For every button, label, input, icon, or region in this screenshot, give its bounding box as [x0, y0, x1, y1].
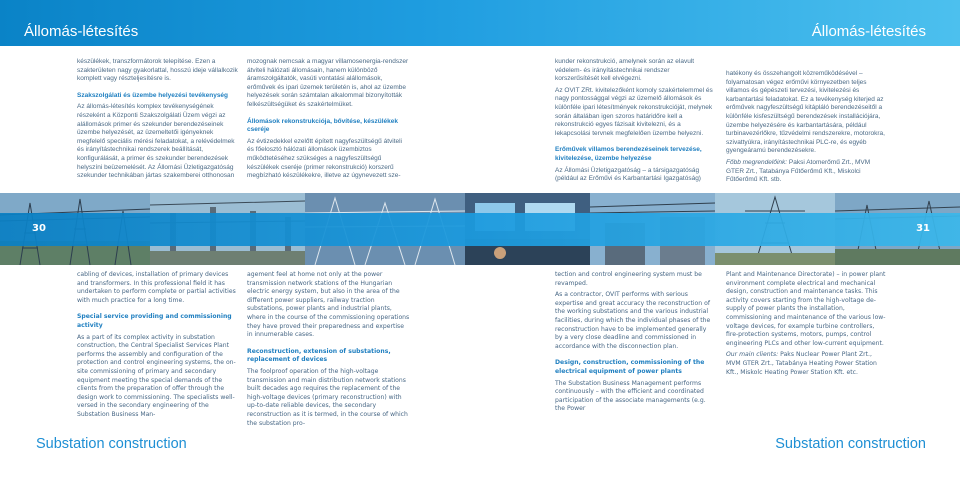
- en-col1-body: As a part of its complex activity in substation construction, the Central Specialist Services Plant performs the assembly and configuration of the protection and control engineering systems, the on-site commissioning of primary and secondary equipment meeting the special demands of the clients from the preparation of offer through the design work to commissioning. The specialists well-versed in the secondary engineering of the Substation Business Man-: [77, 333, 236, 418]
- hu-col1-intro: készülékek, transzformátorok telepítése. Ezen a szakterületen nagy gyakorlattal, hosszú ideje vállalkozik komplett vagy részteljesítésre is.: [77, 58, 238, 83]
- en-column-2: [247, 271, 410, 431]
- en-col2-heading: Reconstruction, extension of substations, replacement of devices: [247, 347, 391, 364]
- en-col2-intro: agement feel at home not only at the power transmission network stations of the Hungarian electric energy system, but also in the area of the different power suppliers, railway traction substations, power plants and industrial plants, where in the course of the commissioning operations they have proved their preparedness and expertise in innumerable cases.: [247, 271, 410, 339]
- hu-col4-partners-label: Főbb megrendelőink:: [726, 158, 788, 166]
- footer-title-left: Substation construction: [36, 436, 187, 452]
- hu-col1-body: Az állomás-létesítés komplex tevékenységének részeként a Központi Szakszolgálati Üzem végzi az alállomások primer és szekunder berendezéseinek üzembe helyezését, az üzemeltetői igényeknek megfelelő speciális mérési feladatokat, a relévédelmek és irányítástechnikai rendszerek beállítását, konfigurálását, a primer és szekunder berendezések helyszíni beüzemelését. Az Állomási Üzletigazgatóság szekunder technikában jártas szakemberei otthonosan: [77, 103, 235, 180]
- en-column-4: [726, 271, 888, 431]
- en-col4-body: Plant and Maintenance Directorate) – in power plant environment complete electrical and mechanical design, construction and maintenance tasks. This activity covers starting from the high-voltage de-supply of power plants the installation, commissioning and maintenance of the various low-voltage devices, for example turbine controllers, fire-protection systems, motors, pumps, control engineering PLCs and other low-current equipment.: [726, 271, 886, 347]
- hu-col3-intro: kunder rekonstrukció, amelynek során az elavult védelem- és irányítástechnikai rendszer korszerűsítését kell elvégezni.: [555, 58, 695, 83]
- en-col3-body2: The Substation Business Management performs continuously – with the efficient and coordinated participation of the associate managements (e.g. the Power: [555, 379, 706, 413]
- header-title-right: Állomás-létesítés: [811, 23, 926, 40]
- en-col4-partners: Paks Nuclear Power Plant Zrt., MVM GTER Zrt., Tatabánya Heating Power Station Kft., Miskolc Heating Power Station Kft. etc.: [726, 351, 877, 376]
- hu-col3-body: Az OVIT ZRt. kivitelezőként komoly szakértelemmel és nagy pontossággal végzi az üzemelő állomások és különféle ipari létesítmények rekonstrukcióját, melynek során általában igen szoros határidőre kell a rekonstrukció egyes fázisait kivitelezni, és a lekapcsolási tervnek megfelelően üzembe helyezni.: [555, 86, 713, 137]
- hu-col2-heading: Állomások rekonstrukciója, bővítése, készülékek cseréje: [247, 117, 399, 134]
- hu-col3-body2: Az Állomási Üzletigazgatóság – a társigazgatóság (például az Erőművi és Karbantartási Igazgatóság): [555, 166, 701, 183]
- en-column-3: [555, 271, 715, 431]
- en-col3-body: As a contractor, OVIT performs with serious expertise and great accuracy the reconstruction of the working substations and the various industrial facilities, during which the individual phases of the reconstruction have to be implemented generally by a very close deadline and commissioned in accordance with the disconnection plan.: [555, 291, 711, 350]
- hu-column-3: [555, 58, 715, 190]
- hu-column-1: [77, 58, 239, 190]
- footer-title-right: Substation construction: [775, 436, 926, 452]
- en-col4-partners-label: Our main clients:: [726, 351, 779, 359]
- hu-col3-heading: Erőművek villamos berendezéseinek tervezése, kivitelezése, üzembe helyezése: [555, 146, 702, 162]
- hu-column-2: [247, 58, 410, 190]
- page-number-band: [0, 213, 960, 246]
- en-col1-heading: Special service providing and commissioning activity: [77, 313, 232, 329]
- hu-col4-body: hatékony és összehangolt közreműködésével – folyamatosan végez erőművi környezetben teljes villamos és gépészeti tervezési, kivitelezési és karbantartási feladatokat. Ez a tevékenység kiterjed az erőművek nagyfeszültségű kitápláló berendezéseitől a különféle kisfeszültségű berendezések installációjára, üzembe helyezésére és karbantartására, például turbinavezérlőkre, tűzvédelmi rendszerekre, motorokra, szivattyúkra, irányítástechnikai PLC-re, és egyéb gyengeáramú berendezésekre.: [726, 70, 885, 155]
- en-column-1: [77, 271, 239, 431]
- hu-col4-partners: Paksi Atomerőmű Zrt., MVM GTER Zrt., Tatabánya Fűtőerőmű Kft., Miskolci Fűtőerőmű Kft. stb.: [726, 158, 871, 184]
- hu-col1-heading: Szakszolgálati és üzembe helyezési tevékenység: [77, 91, 229, 99]
- page-number-right: 31: [916, 223, 930, 234]
- hu-col2-body: Az évtizedekkel ezelőtt épített nagyfeszültségű átviteli és főelosztó hálózati állomások üzembiztos működtetéséhez szükséges a nagyfeszültségű készülékek cseréje (primer rekonstrukció) korszerű megbízható készülékekre, illetve az úgynevezett sze-: [247, 137, 403, 180]
- page-number-left: 30: [32, 223, 46, 234]
- hu-col2-intro: mozognak nemcsak a magyar villamosenergia-rendszer átviteli hálózati állomásain, hanem különböző áramszolgáltatók, vasúti vontatási alállomások, erőművek és ipari üzemek területén is, ahol az üzembe helyezések során számtalan alkalommal bizonyították felkészültségüket és szakértelmüket.: [247, 58, 409, 108]
- en-col3-heading: Design, construction, commissioning of the electrical equipment of power plants: [555, 359, 705, 375]
- en-col3-intro: tection and control engineering system must be revamped.: [555, 271, 702, 287]
- hu-column-4: [726, 70, 888, 202]
- header-title-left: Állomás-létesítés: [24, 23, 139, 40]
- en-col2-body: The foolproof operation of the high-voltage transmission and main distribution network stations built decades ago requires the replacement of the high-voltage devices (primary reconstruction) with up-to-date reliable devices, the secondary reconstruction as it is termed, in the course of which the substation pro-: [247, 367, 408, 427]
- en-col1-intro: cabling of devices, installation of primary devices and transformers. In this professional field it has undertaken to perform complete or partial activities with much practice for a long time.: [77, 271, 236, 304]
